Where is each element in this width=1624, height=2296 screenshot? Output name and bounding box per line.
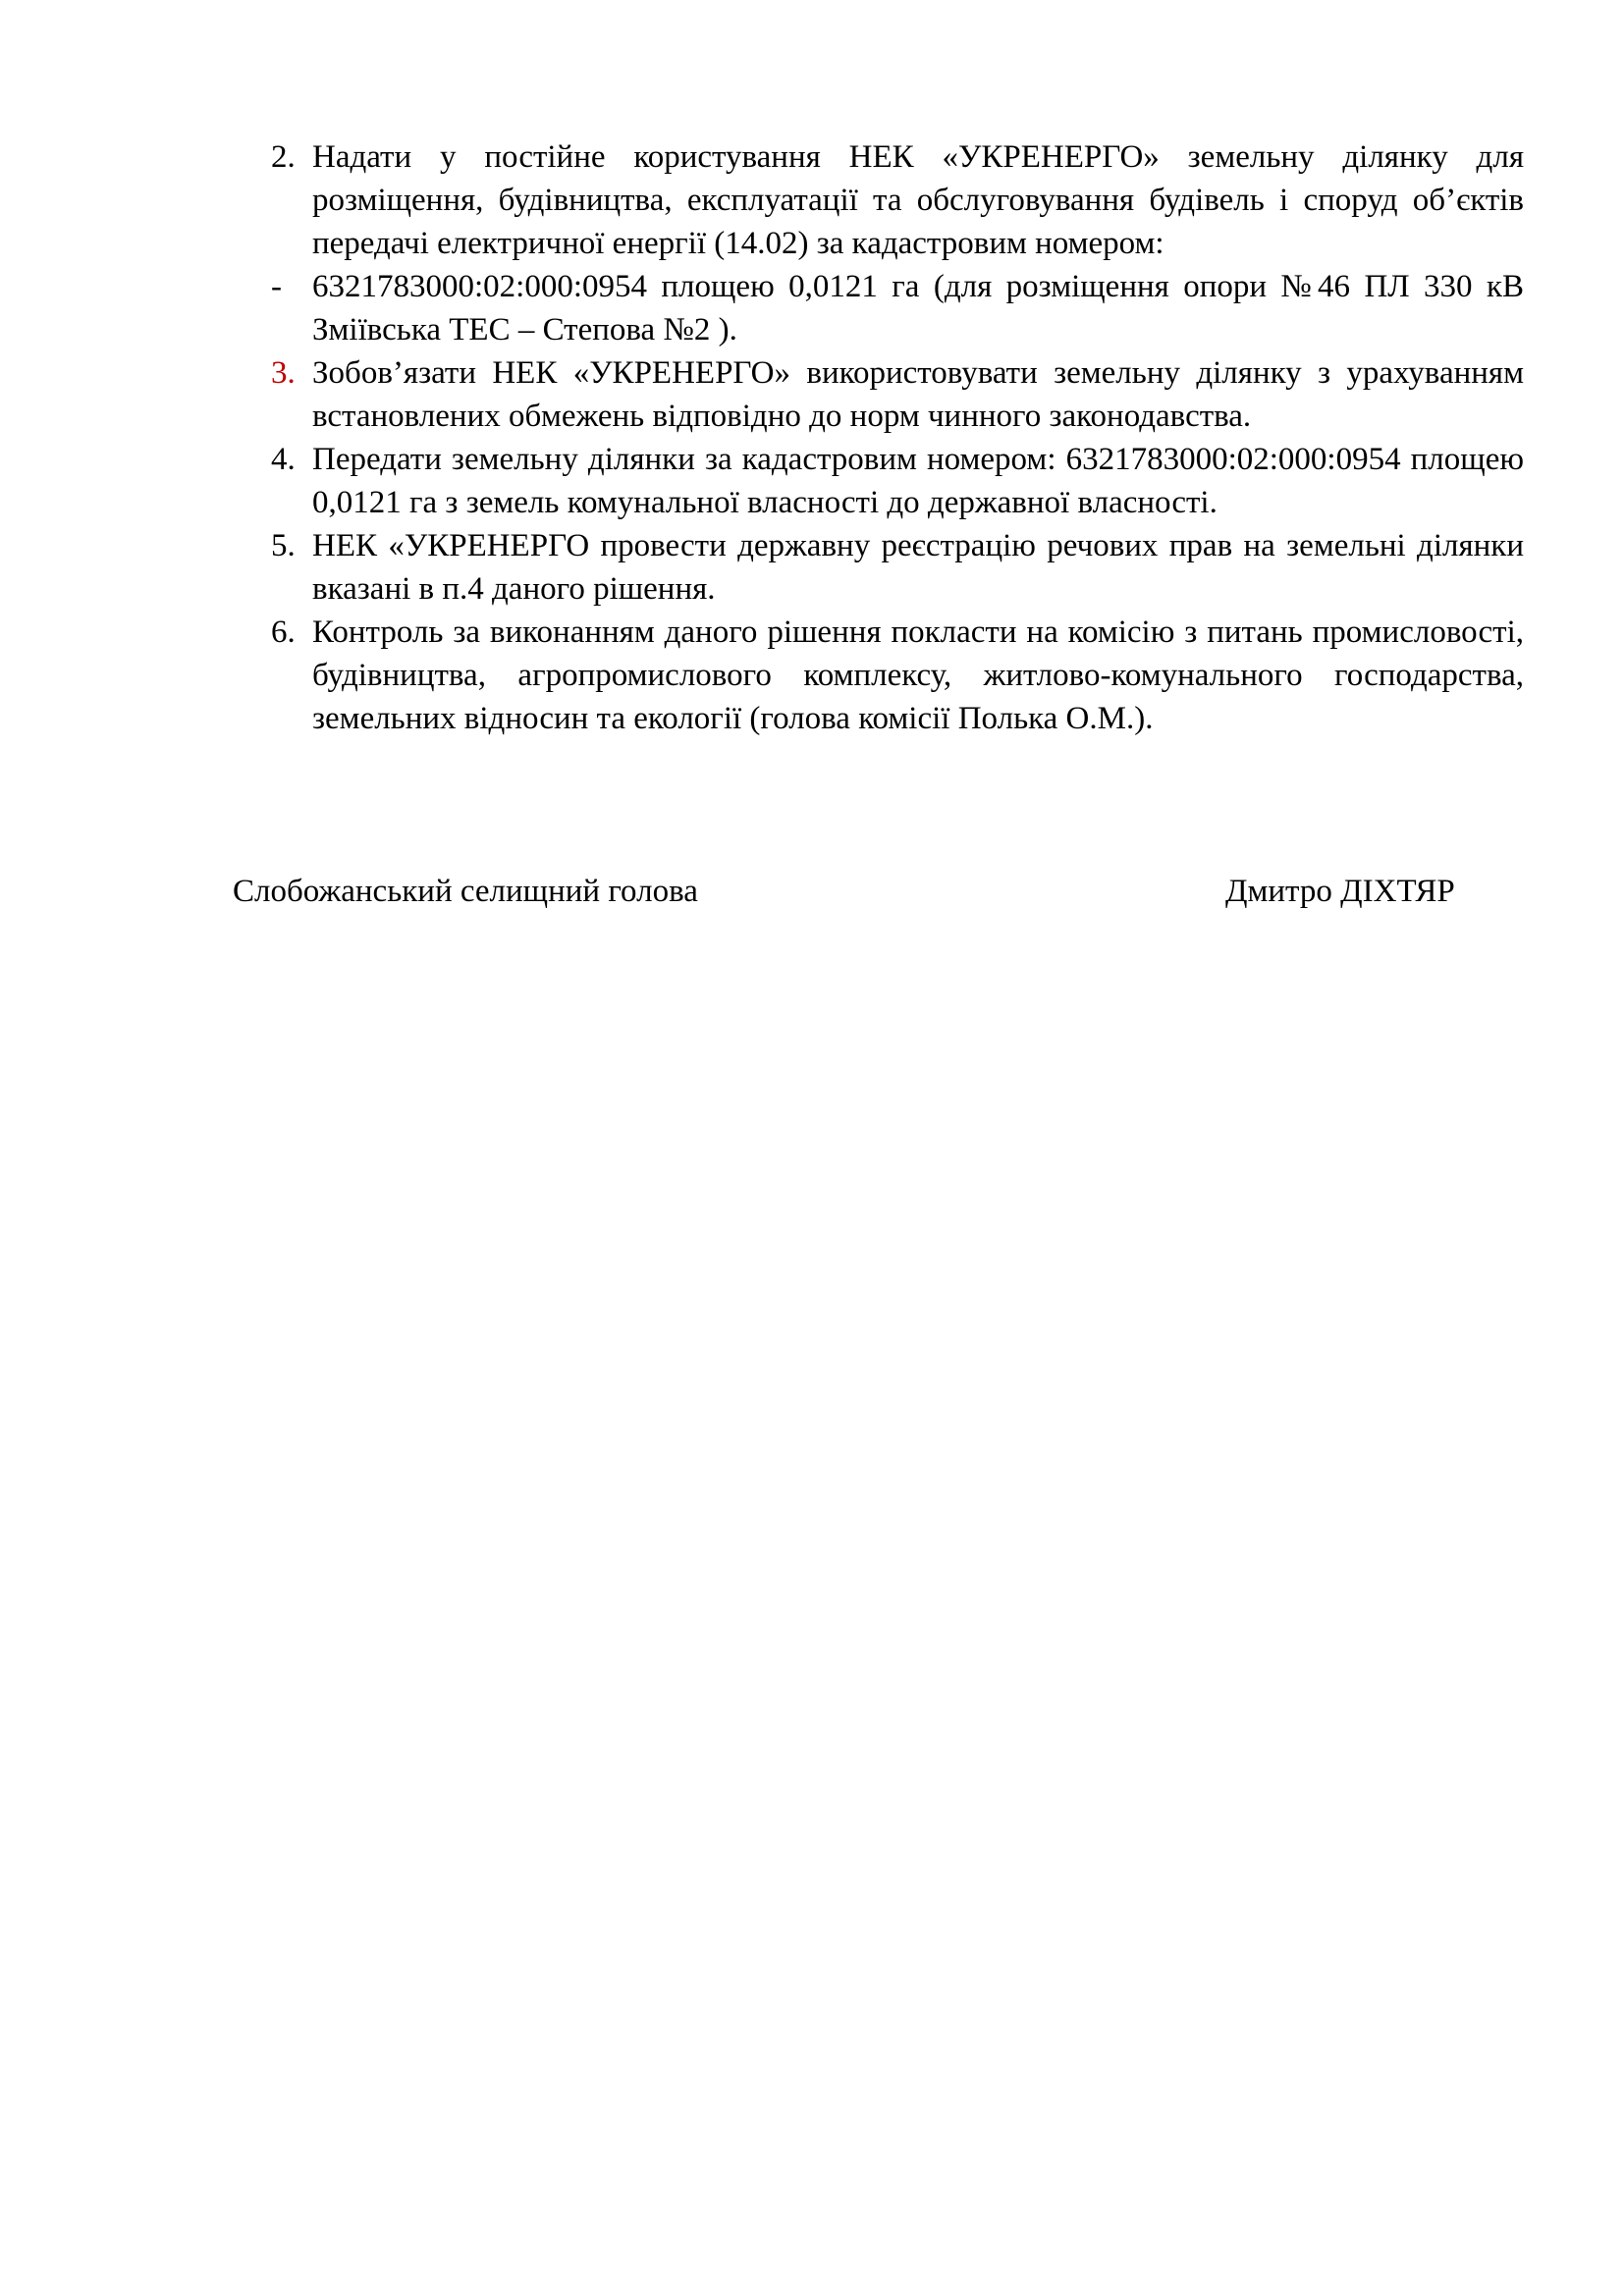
list-marker: 4. xyxy=(271,442,296,477)
list-item-text: Зобов’язати НЕК «УКРЕНЕРГО» використовувати земельну ділянку з урахуванням встановлених обмежень відповідно до норм чинного законодавства. xyxy=(312,355,1524,434)
list-item xyxy=(257,265,1524,351)
list-item-text: НЕК «УКРЕНЕРГО провести державну реєстрацію речових прав на земельні ділянки вказані в п.4 даного рішення. xyxy=(312,528,1524,607)
list-item-text: Надати у постійне користування НЕК «УКРЕНЕРГО» земельну ділянку для розміщення, будівництва, експлуатації та обслуговування будівель і споруд об’єктів передачі електричної енергії (14.02) за кадастровим номером: xyxy=(312,139,1524,261)
list-marker: 5. xyxy=(271,528,296,563)
decision-list xyxy=(257,135,1524,740)
signature-position: Слобожанський селищний голова xyxy=(233,874,698,909)
list-item xyxy=(257,611,1524,740)
list-item xyxy=(257,524,1524,611)
list-item-text: Контроль за виконанням даного рішення покласти на комісію з питань промисловості, будівництва, агропромислового комплексу, житлово-комунального господарства, земельних відносин та екології (голова комісії Полька О.М.). xyxy=(312,614,1524,736)
list-marker: 3. xyxy=(271,355,296,391)
list-marker: - xyxy=(271,269,282,304)
list-item xyxy=(257,351,1524,438)
list-item-text: 6321783000:02:000:0954 площею 0,0121 га (для розміщення опори №46 ПЛ 330 кВ Зміївська ТЕС – Степова №2 ). xyxy=(312,269,1524,347)
list-marker: 6. xyxy=(271,614,296,650)
list-marker: 2. xyxy=(271,139,296,175)
signature-name: Дмитро ДІХТЯР xyxy=(1225,874,1455,909)
list-item xyxy=(257,438,1524,524)
list-item-text: Передати земельну ділянки за кадастровим номером: 6321783000:02:000:0954 площею 0,0121 га з земель комунальної власності до державної власності. xyxy=(312,442,1524,520)
list-item xyxy=(257,135,1524,265)
